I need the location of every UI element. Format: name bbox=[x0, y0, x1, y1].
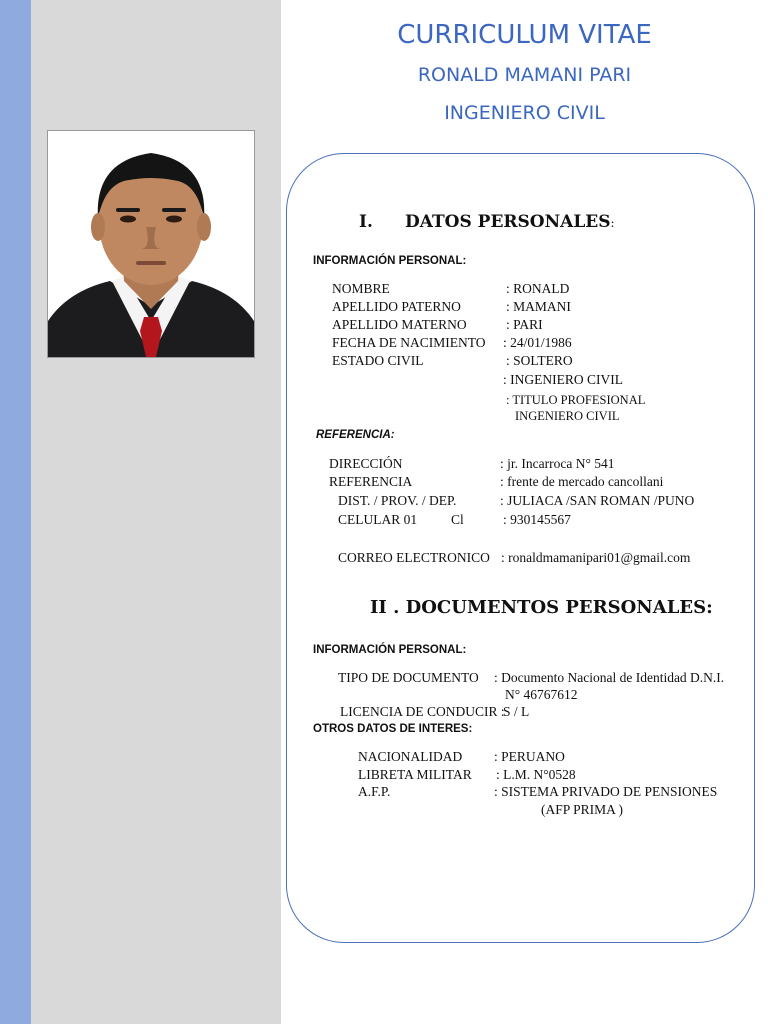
value-nombre: : RONALD bbox=[506, 281, 570, 296]
value-dni-numero: N° 46767612 bbox=[505, 687, 578, 702]
side-color-strip bbox=[0, 0, 31, 1024]
section-2-title: II . DOCUMENTOS PERSONALES: bbox=[370, 597, 713, 618]
label-fecha-nacimiento: FECHA DE NACIMIENTO bbox=[332, 335, 486, 350]
section-1-colon: : bbox=[610, 216, 615, 230]
label-referencia: REFERENCIA bbox=[329, 474, 413, 489]
portrait-photo-icon bbox=[48, 131, 254, 357]
value-afp-prima: (AFP PRIMA ) bbox=[541, 802, 624, 817]
label-apellido-paterno: APELLIDO PATERNO bbox=[332, 299, 461, 314]
value-nacionalidad: : PERUANO bbox=[494, 749, 565, 764]
referencia-heading: REFERENCIA: bbox=[316, 429, 395, 441]
value-apellido-paterno: : MAMANI bbox=[506, 299, 571, 314]
value-fecha-nacimiento: : 24/01/1986 bbox=[503, 335, 572, 350]
value-dist-prov-dep: : JULIACA /SAN ROMAN /PUNO bbox=[500, 493, 695, 508]
label-dist-prov-dep: DIST. / PROV. / DEP. bbox=[338, 493, 457, 508]
cv-title: CURRICULUM VITAE bbox=[397, 20, 652, 50]
value-profesion: : INGENIERO CIVIL bbox=[503, 372, 623, 387]
person-name: RONALD MAMANI PARI bbox=[417, 64, 632, 86]
label-direccion: DIRECCIÓN bbox=[329, 456, 403, 471]
value-libreta-militar: : L.M. N°0528 bbox=[496, 767, 576, 782]
value-referencia: : frente de mercado cancollani bbox=[500, 474, 664, 489]
label-correo: CORREO ELECTRONICO bbox=[338, 550, 490, 565]
value-apellido-materno: : PARI bbox=[506, 317, 543, 332]
value-titulo: : TITULO PROFESIONAL bbox=[506, 393, 646, 407]
profile-photo bbox=[47, 130, 255, 358]
value-celular: : 930145567 bbox=[503, 512, 571, 527]
value-estado-civil: : SOLTERO bbox=[506, 353, 573, 368]
person-profession: INGENIERO CIVIL bbox=[444, 102, 605, 124]
label-nombre: NOMBRE bbox=[332, 281, 390, 296]
label-apellido-materno: APELLIDO MATERNO bbox=[332, 317, 467, 332]
section-2-info-heading: INFORMACIÓN PERSONAL: bbox=[313, 644, 467, 656]
label-celular: CELULAR 01 bbox=[338, 512, 418, 527]
label-estado-civil: ESTADO CIVIL bbox=[332, 353, 424, 368]
label-afp: A.F.P. bbox=[358, 784, 391, 799]
value-afp: : SISTEMA PRIVADO DE PENSIONES bbox=[494, 784, 718, 799]
section-1-title bbox=[405, 212, 615, 232]
value-correo: : ronaldmamanipari01@gmail.com bbox=[501, 550, 691, 565]
value-tipo-documento: : Documento Nacional de Identidad D.N.I. bbox=[494, 670, 725, 685]
label-licencia: LICENCIA DE CONDUCIR : bbox=[340, 704, 505, 719]
value-direccion: : jr. Incarroca N° 541 bbox=[500, 456, 615, 471]
label-tipo-documento: TIPO DE DOCUMENTO bbox=[338, 670, 479, 685]
personal-info-heading: INFORMACIÓN PERSONAL: bbox=[313, 255, 467, 267]
section-1-title-text: DATOS PERSONALES bbox=[405, 212, 611, 232]
value-titulo-detalle: INGENIERO CIVIL bbox=[515, 409, 620, 423]
value-licencia: S / L bbox=[503, 704, 530, 719]
cv-content-card bbox=[286, 153, 755, 943]
section-1-number: I. bbox=[359, 212, 373, 232]
label-nacionalidad: NACIONALIDAD bbox=[358, 749, 463, 764]
otros-datos-heading: OTROS DATOS DE INTERES: bbox=[313, 723, 473, 735]
label-cl: Cl bbox=[451, 512, 464, 527]
label-libreta-militar: LIBRETA MILITAR bbox=[358, 767, 472, 782]
